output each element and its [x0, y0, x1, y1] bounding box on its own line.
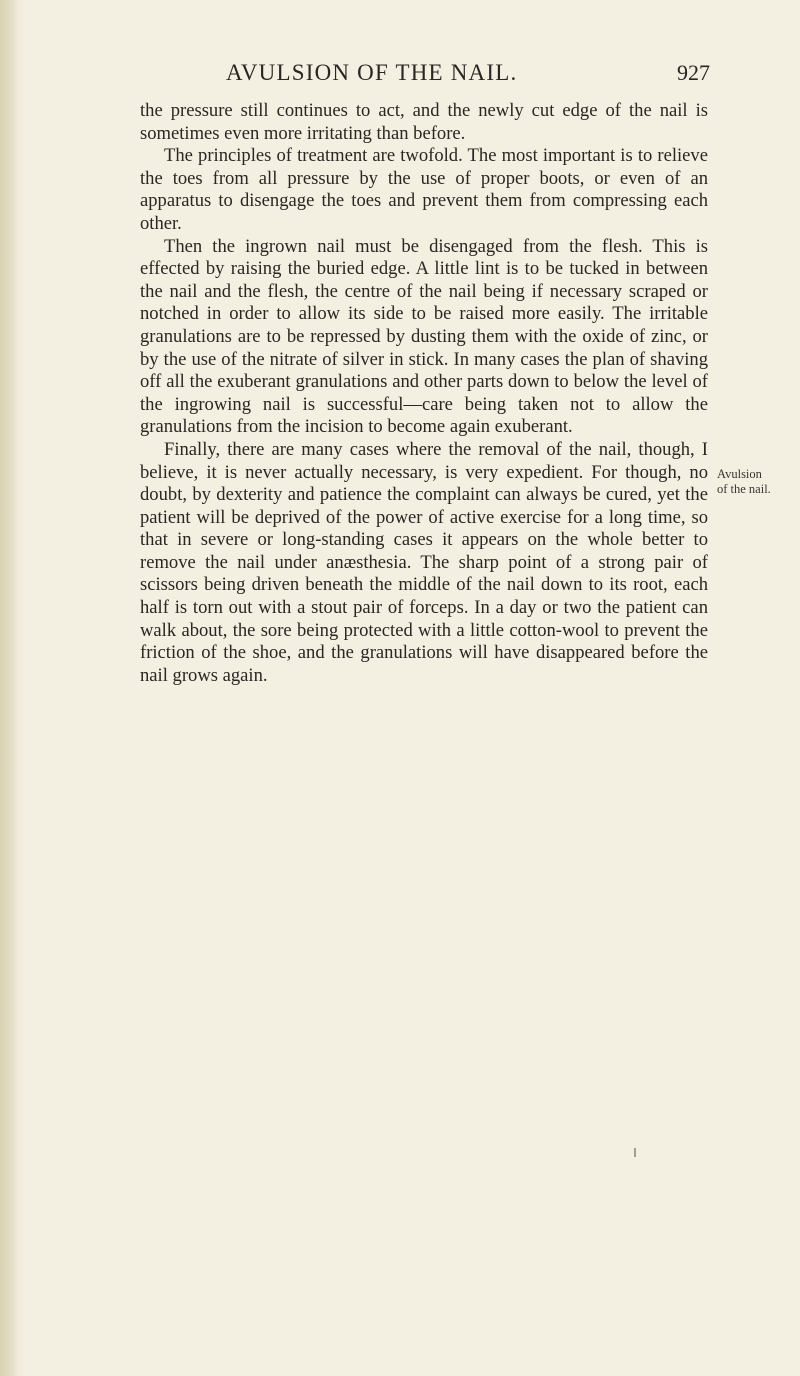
- paragraph-removal: Finally, there are many cases where the removal of the nail, though, I believe, it is never actually necessary, is very expedient. For though, no doubt, by dexterity and patience the complaint can always be cured, yet the patient will be deprived of the power of active exercise for a long time, so that in severe or long-standing cases it appears on the whole better to remove the nail under anæsthesia. The sharp point of a strong pair of scissors being driven beneath the middle of the nail down to its root, each half is torn out with a stout pair of forceps. In a day or two the patient can walk about, the sore being protected with a little cotton-wool to prevent the friction of the shoe, and the granulations will have disappeared before the nail grows again.: [140, 438, 708, 686]
- running-title: AVULSION OF THE NAIL.: [226, 60, 518, 85]
- paragraph-continuation: the pressure still continues to act, and the newly cut edge of the nail is sometimes even more irritating than before.: [140, 100, 708, 144]
- binding-gutter-shadow: [0, 0, 18, 1376]
- margin-note-line-1: Avulsion: [717, 467, 762, 481]
- paper-speck: [634, 1148, 636, 1157]
- running-header: [0, 60, 800, 90]
- paragraph-principles: The principles of treatment are twofold. The most important is to relieve the toes from all pressure by the use of proper boots, or even of an apparatus to disengage the toes and prevent them from compressing each other.: [140, 145, 708, 234]
- margin-note: [717, 467, 797, 497]
- page-number: 927: [677, 60, 710, 85]
- body-text: [140, 100, 708, 687]
- paragraph-disengagement: Then the ingrown nail must be disengaged from the flesh. This is effected by raising the buried edge. A little lint is to be tucked in between the nail and the flesh, the centre of the nail being if necessary scraped or notched in order to allow its side to be raised more easily. The irritable granulations are to be repressed by dusting them with the oxide of zinc, or by the use of the nitrate of silver in stick. In many cases the plan of shaving off all the exuberant granulations and other parts down to below the level of the ingrowing nail is successful—care being taken not to allow the granulations from the incision to become again exuberant.: [140, 235, 708, 438]
- margin-note-line-2: of the nail.: [717, 482, 771, 496]
